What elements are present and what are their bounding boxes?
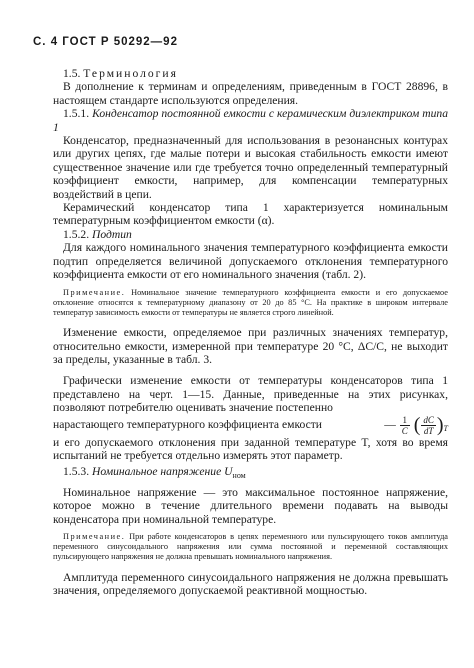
section-number: 1.5.1. xyxy=(63,107,90,121)
page-header: С. 4 ГОСТ Р 50292—92 xyxy=(33,36,178,48)
section-1-5-2-paragraph-3-end: и его допускаемого отклонения при заданной температуре T, хотя во время испытаний не требуется отдельно измерять этот параметр. xyxy=(53,435,448,462)
fraction-denominator: dT xyxy=(423,425,434,436)
section-number: 1.5.3. xyxy=(63,465,90,479)
fraction-numerator: dC xyxy=(423,414,434,425)
note-label: Примечание. xyxy=(63,531,126,541)
tcc-formula xyxy=(384,415,448,436)
section-1-5-1-paragraph-1: Конденсатор, предназначенный для использования в резонансных контурах или других цепях, где малые потери и высокая стабильность емкости имеют существенное значение или где требуется точно определенный температурный коэффициент емкости, например, для компенсации температурных воздействий в цепи. xyxy=(53,134,448,201)
section-1-5-2-heading xyxy=(53,228,448,241)
voltage-symbol: U xyxy=(224,465,233,479)
section-1-5-2-paragraph-2: Изменение емкости, определяемое при различных значениях температур, относительно емкости, измеренной при температуре 20 °С, ΔC/C, не выходит за пределы, указанные в табл. 3. xyxy=(53,326,448,366)
term-title: Конденсатор постоянной емкости с керамическим диэлектриком типа 1 xyxy=(53,107,448,134)
section-1-5-2-paragraph-3: Графически изменение емкости от температуры конденсаторов типа 1 представлено на черт. 1—15. Данные, приведенные на этих рисунках, позволяют потребителю оценивать значение постепенно xyxy=(53,374,448,415)
note-label: Примечание. xyxy=(63,287,126,297)
section-1-5-2-paragraph-1: Для каждого номинального значения температурного коэффициента емкости подтип определяется величиной допускаемого отклонения температурного коэффициента емкости от его номинального значения (табл. 2). xyxy=(53,241,448,282)
fraction-numerator: 1 xyxy=(400,415,410,426)
section-1-5-3-paragraph-1: Номинальное напряжение — это максимальное постоянное напряжение, которое можно в течение длительного времени подавать на выводы конденсатора при номинальной температуре. xyxy=(53,485,448,526)
note-2 xyxy=(53,532,448,563)
formula-subscript: T xyxy=(443,423,448,433)
formula-line xyxy=(53,415,448,436)
close-paren: ) xyxy=(436,413,444,436)
formula-fraction-1 xyxy=(400,415,410,436)
open-paren: ( xyxy=(413,413,421,436)
term-title: Номинальное напряжение xyxy=(92,465,222,479)
note-text: При работе конденсаторов в цепях переменного или пульсирующего токов амплитуда переменного синусоидального напряжения или сумма постоянной и переменной составляющих пульсирующего напряжения не должна превышать номинального напряжения. xyxy=(53,531,448,562)
formula-fraction-2 xyxy=(421,415,436,436)
section-1-5-1-heading xyxy=(53,107,448,134)
formula-dash: — xyxy=(384,417,396,431)
section-number: 1.5. xyxy=(63,67,81,80)
note-text: Номинальное значение температурного коэффициента емкости и его допускаемое отклонение относятся к температурному диапазону от 20 до 85 °С. На практике в широком интервале температур зависимость емкости от температуры не является строго линейной. xyxy=(53,287,448,317)
section-number: 1.5.2. xyxy=(63,227,90,241)
note-1 xyxy=(53,288,448,319)
term-title: Подтип xyxy=(92,227,132,241)
fraction-denominator: C xyxy=(401,425,408,436)
section-1-5-text: В дополнение к терминам и определениям, приведенным в ГОСТ 28896, в настоящем стандарте используются определения. xyxy=(53,80,448,107)
formula-lead-text: нарастающего температурного коэффициента емкости xyxy=(53,418,322,432)
section-title: Терминология xyxy=(83,67,178,80)
voltage-symbol-subscript: ном xyxy=(232,471,246,481)
section-1-5-1-paragraph-2: Керамический конденсатор типа 1 характеризуется номинальным температурным коэффициентом емкости (α). xyxy=(53,201,448,228)
document-body xyxy=(53,67,448,597)
section-1-5-3-paragraph-2: Амплитуда переменного синусоидального напряжения не должна превышать значения, определяемого допускаемой реактивной мощностью. xyxy=(53,570,448,597)
section-1-5-heading xyxy=(53,67,448,80)
section-1-5-3-heading xyxy=(53,465,448,482)
